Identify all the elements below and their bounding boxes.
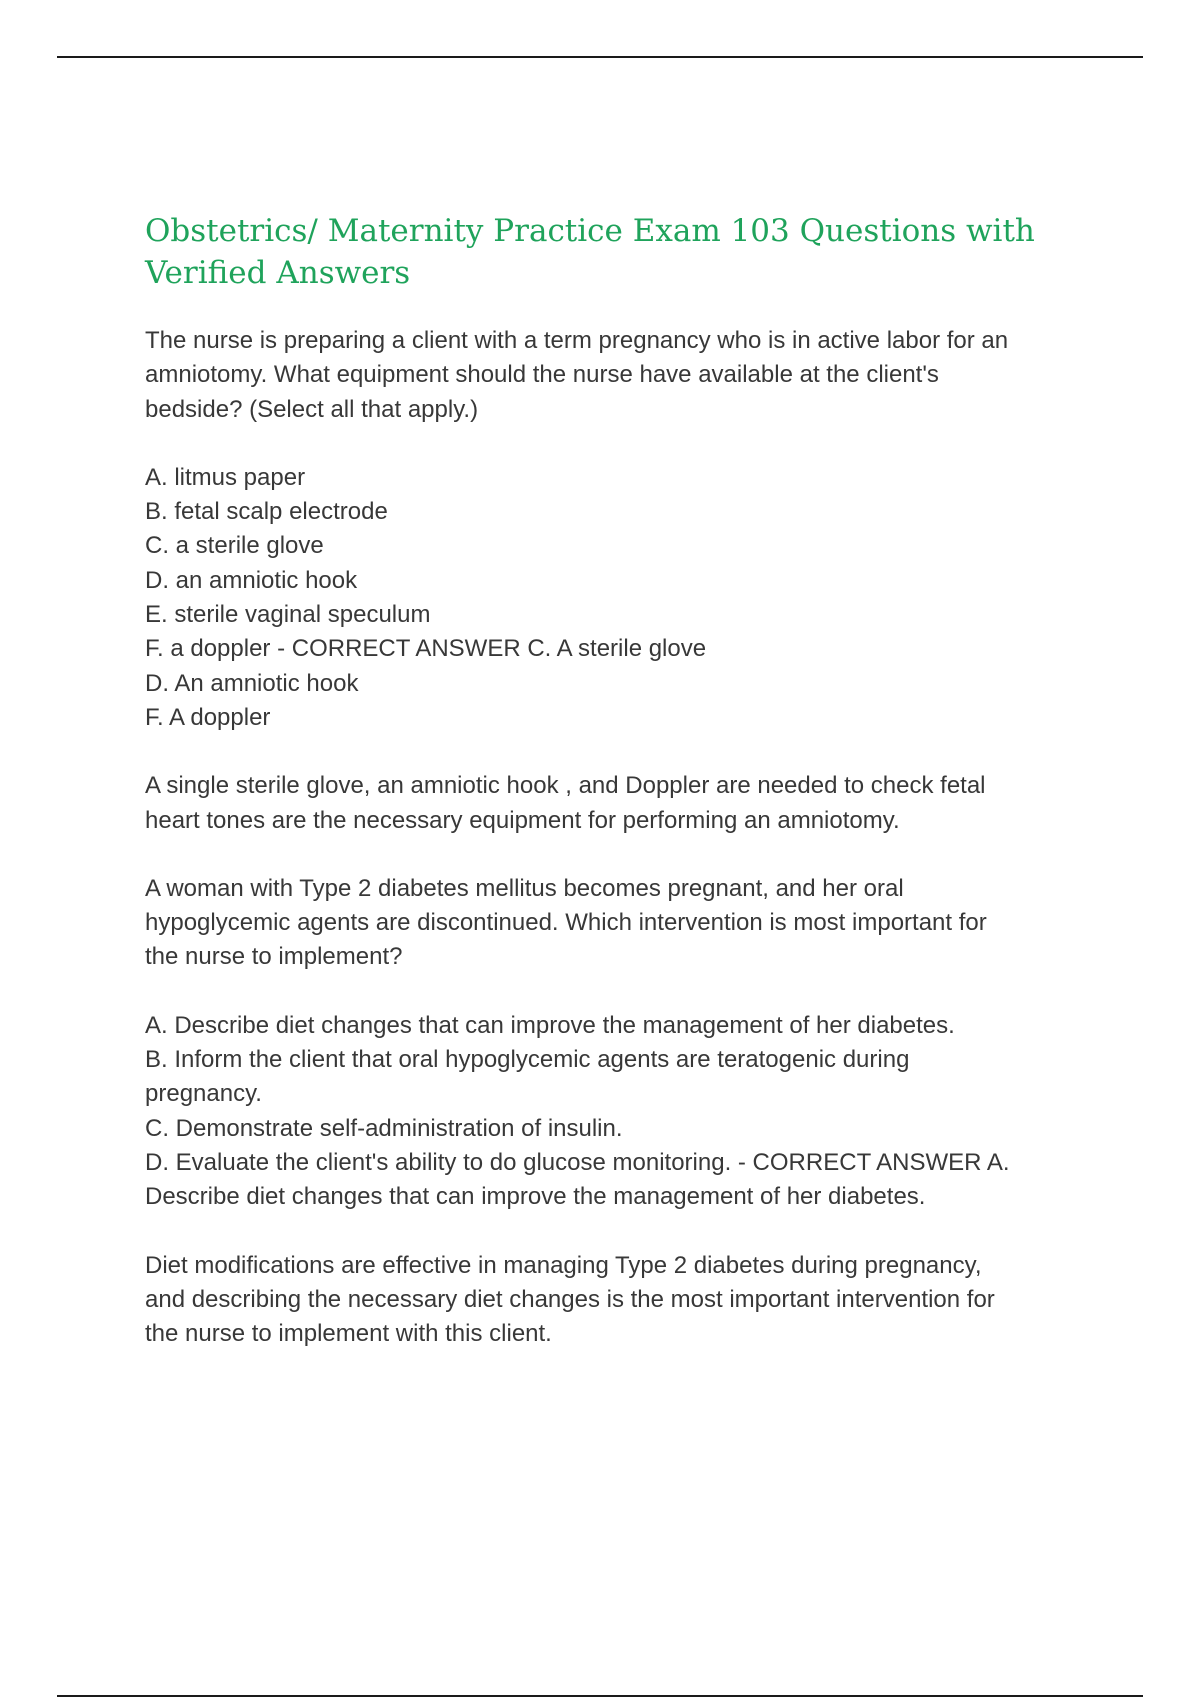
option-line: B. fetal scalp electrode — [145, 498, 388, 526]
question-line: bedside? (Select all that apply.) — [145, 395, 479, 423]
question-2-options — [145, 1009, 1090, 1215]
option-line: B. Inform the client that oral hypoglycemic agents are teratogenic during — [145, 1046, 910, 1074]
option-line: pregnancy. — [145, 1080, 262, 1108]
rationale-line: Diet modifications are effective in managing Type 2 diabetes during pregnancy, — [145, 1251, 982, 1279]
title-line: Verified Answers — [145, 255, 411, 291]
question-1-text — [145, 324, 1090, 427]
option-line-correct-answer: F. a doppler - CORRECT ANSWER C. A sterile glove — [145, 635, 707, 663]
document-title — [145, 210, 1090, 294]
rationale-line: A single sterile glove, an amniotic hook , and Doppler are needed to check fetal — [145, 772, 986, 800]
option-line: C. a sterile glove — [145, 532, 324, 560]
option-line: D. An amniotic hook — [145, 669, 359, 697]
option-line: Describe diet changes that can improve the management of her diabetes. — [145, 1183, 926, 1211]
question-line: amniotomy. What equipment should the nurse have available at the client's — [145, 361, 939, 389]
title-line: Obstetrics/ Maternity Practice Exam 103 Questions with — [145, 213, 1035, 249]
question-1-options — [145, 461, 1090, 735]
option-line: A. litmus paper — [145, 463, 306, 491]
question-line: A woman with Type 2 diabetes mellitus becomes pregnant, and her oral — [145, 874, 904, 902]
question-2-rationale — [145, 1249, 1090, 1352]
option-line: C. Demonstrate self-administration of insulin. — [145, 1114, 623, 1142]
rationale-line: the nurse to implement with this client. — [145, 1320, 552, 1348]
option-line-correct-answer: D. Evaluate the client's ability to do glucose monitoring. - CORRECT ANSWER A. — [145, 1148, 1010, 1176]
question-2-text — [145, 872, 1090, 975]
document-body — [145, 210, 1090, 1351]
option-line: A. Describe diet changes that can improve the management of her diabetes. — [145, 1011, 955, 1039]
question-line: the nurse to implement? — [145, 943, 403, 971]
bottom-rule — [57, 1695, 1143, 1697]
rationale-line: and describing the necessary diet changes is the most important intervention for — [145, 1285, 995, 1313]
option-line: D. an amniotic hook — [145, 566, 358, 594]
option-line: E. sterile vaginal speculum — [145, 601, 431, 629]
question-line: hypoglycemic agents are discontinued. Which intervention is most important for — [145, 909, 987, 937]
rationale-line: heart tones are the necessary equipment for performing an amniotomy. — [145, 806, 900, 834]
option-line: F. A doppler — [145, 703, 271, 731]
question-line: The nurse is preparing a client with a term pregnancy who is in active labor for an — [145, 327, 1009, 354]
top-rule — [57, 56, 1143, 58]
question-1-rationale — [145, 769, 1090, 838]
